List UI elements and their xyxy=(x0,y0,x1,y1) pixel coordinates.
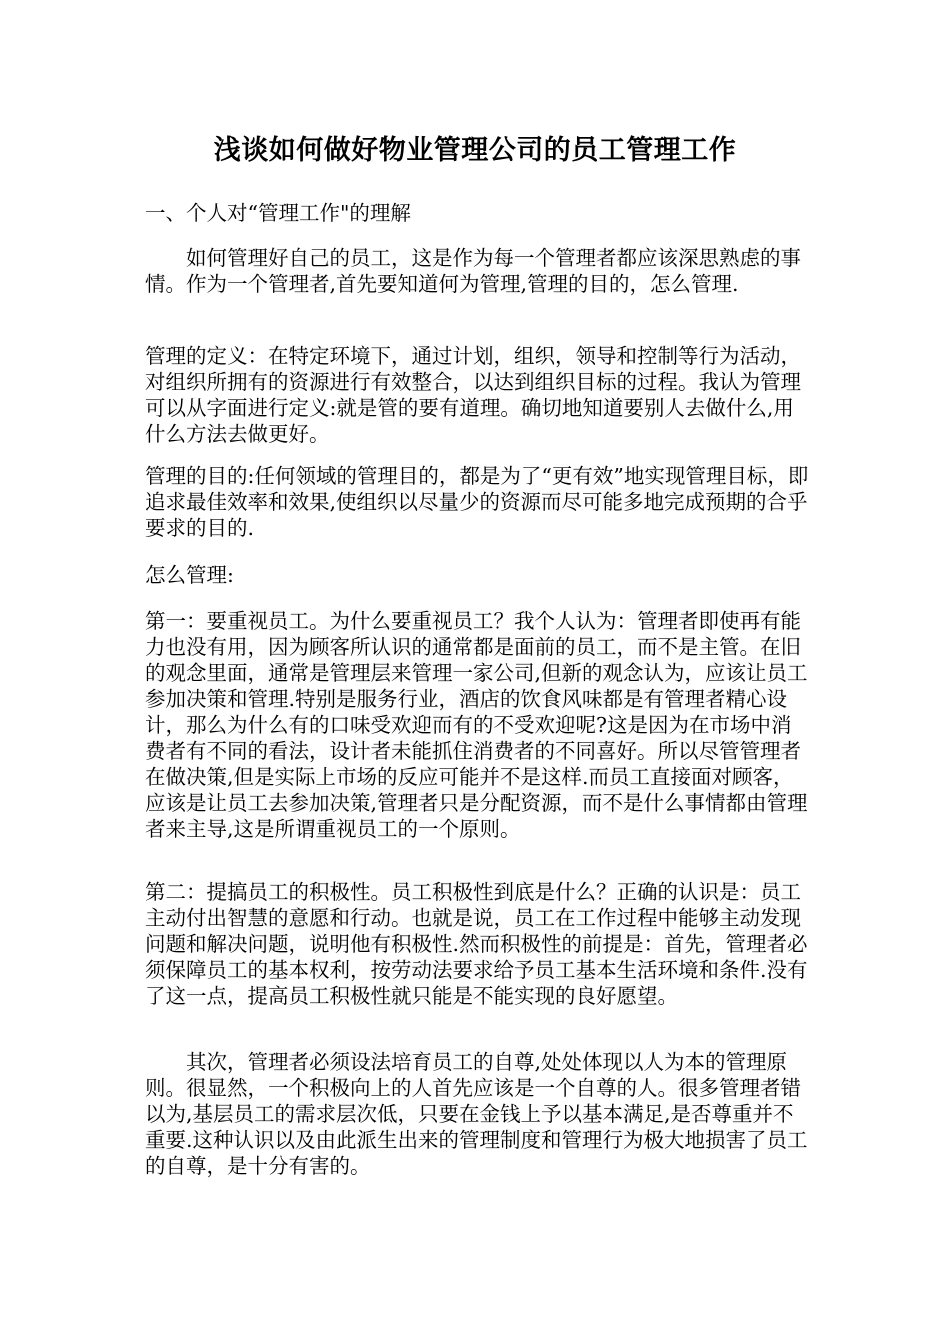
paragraph-definition: 管理的定义：在特定环境下，通过计划，组织，领导和控制等行为活动，对组织所拥有的资源进行有效整合，以达到组织目标的过程。我认为管理可以从字面进行定义:就是管的要有道理。确切地知道要别人去做什么,用什么方法去做更好。 xyxy=(145,344,801,446)
section-heading: 一、个人对“管理工作"的理解 xyxy=(145,201,411,225)
document-title: 浅谈如何做好物业管理公司的员工管理工作 xyxy=(213,135,737,166)
paragraph-purpose: 管理的目的:任何领域的管理目的，都是为了“更有效”地实现管理目标，即追求最佳效率和效果,使组织以尽量少的资源而尽可能多地完成预期的合乎要求的目的. xyxy=(145,464,809,540)
paragraph-first-point: 第一：要重视员工。为什么要重视员工？我个人认为：管理者即使再有能力也没有用，因为顾客所认识的通常都是面前的员工，而不是主管。在旧的观念里面，通常是管理层来管理一家公司,但新的观念认为，应该让员工参加决策和管理.特别是服务行业，酒店的饮食风味都是有管理者精心设计，那么为什么有的口味受欢迎而有的不受欢迎呢?这是因为在市场中消费者有不同的看法，设计者未能抓住消费者的不同喜好。所以尽管管理者在做决策,但是实际上市场的反应可能并不是这样.而员工直接面对顾客，应该是让员工去参加决策,管理者只是分配资源，而不是什么事情都由管理者来主导,这是所谓重视员工的一个原则。 xyxy=(145,609,808,841)
paragraph-second-point: 第二：提搞员工的积极性。员工积极性到底是什么？正确的认识是：员工主动付出智慧的意愿和行动。也就是说，员工在工作过程中能够主动发现问题和解决问题，说明他有积极性.然而积极性的前提是：首先，管理者必须保障员工的基本权利，按劳动法要求给予员工基本生活环境和条件.没有了这一点，提高员工积极性就只能是不能实现的良好愿望。 xyxy=(145,880,808,1008)
paragraph-secondly: 其次，管理者必须设法培育员工的自尊,处处体现以人为本的管理原则。很显然，一个积极向上的人首先应该是一个自尊的人。很多管理者错以为,基层员工的需求层次低，只要在金钱上予以基本满足,是否尊重并不重要.这种认识以及由此派生出来的管理制度和管理行为极大地损害了员工的自尊，是十分有害的。 xyxy=(145,1050,808,1178)
paragraph-how-to-manage: 怎么管理: xyxy=(145,563,234,587)
paragraph-intro: 如何管理好自己的员工，这是作为每一个管理者都应该深思熟虑的事情。作为一个管理者,首先要知道何为管理,管理的目的，怎么管理. xyxy=(145,246,801,296)
